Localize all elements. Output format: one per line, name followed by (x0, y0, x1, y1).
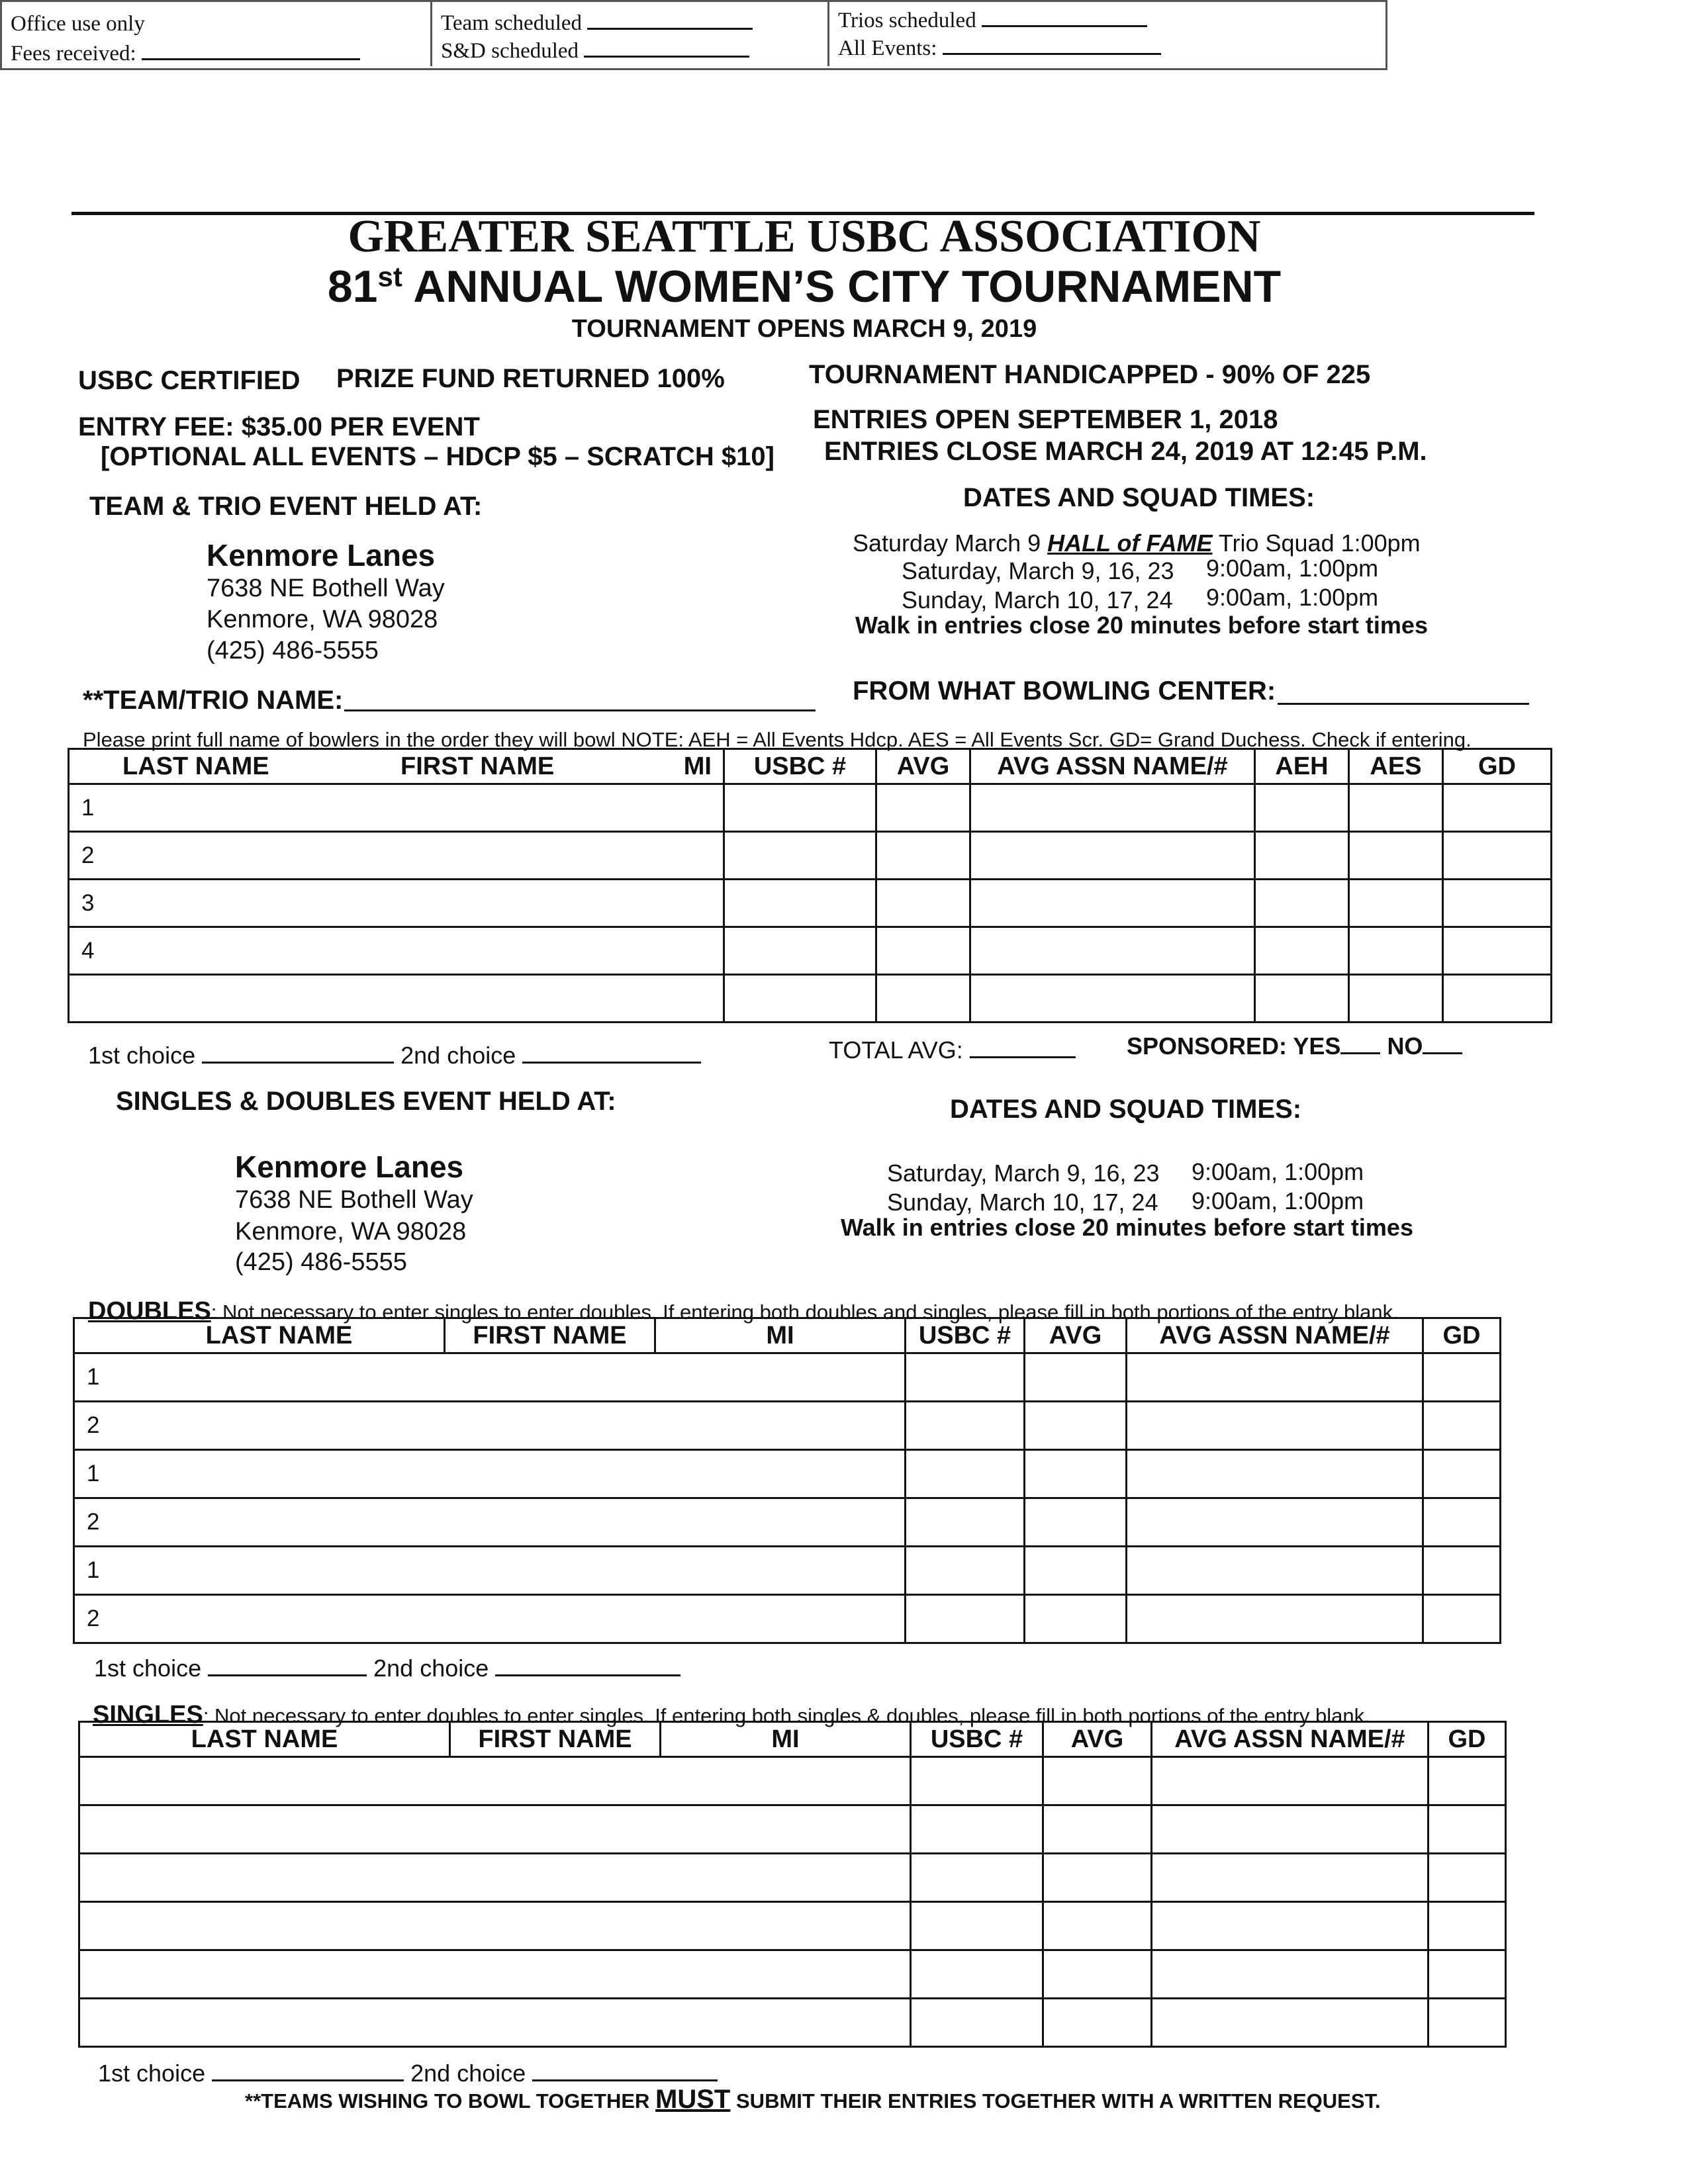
singles-first-choice-label: 1st choice (98, 2060, 206, 2087)
team-trio-held-at: TEAM & TRIO EVENT HELD AT: (89, 492, 483, 521)
prize-fund: PRIZE FUND RETURNED 100% (336, 364, 725, 393)
team-sat-days: Saturday, March 9, 16, 23 (902, 557, 1174, 584)
team-name-field[interactable] (344, 686, 816, 711)
sponsored-no-label: NO (1387, 1032, 1423, 1060)
fees-received-label: Fees received: (11, 42, 136, 66)
singles-col-first-name: FIRST NAME (450, 1722, 661, 1757)
sd-held-at: SINGLES & DOUBLES EVENT HELD AT: (116, 1087, 616, 1116)
hof-label: HALL of FAME (1047, 529, 1213, 557)
team-choice-line (88, 1042, 701, 1069)
sponsored-line (1127, 1032, 1462, 1060)
row-number: 2 (74, 1402, 906, 1450)
row-number (69, 975, 724, 1023)
sponsored-yes-field[interactable] (1340, 1032, 1380, 1054)
association-title: GREATER SEATTLE USBC ASSOCIATION (348, 211, 1261, 262)
team-col-aeh: AEH (1255, 749, 1349, 784)
team-col-gd: GD (1443, 749, 1552, 784)
entries-open: ENTRIES OPEN SEPTEMBER 1, 2018 (813, 405, 1278, 434)
office-use-box (0, 0, 1387, 70)
team-col-first-name: FIRST NAME (400, 752, 555, 780)
singles-first-choice-field[interactable] (212, 2060, 404, 2081)
singles-col-avg: AVG (1043, 1722, 1152, 1757)
sd-sun-days: Sunday, March 10, 17, 24 (887, 1189, 1158, 1216)
team-venue-address1: 7638 NE Bothell Way (207, 574, 445, 602)
all-events-label: All Events: (838, 36, 937, 60)
singles-note: : Not necessary to enter doubles to enter singles. If entering both singles & doubles, please fill in both portions of the entry blank. (203, 1704, 1370, 1727)
singles-second-choice-field[interactable] (532, 2060, 718, 2081)
usbc-certified: USBC CERTIFIED (78, 366, 301, 395)
team-col-aes: AES (1349, 749, 1443, 784)
hof-time: Trio Squad 1:00pm (1218, 529, 1421, 557)
bowling-center-label: FROM WHAT BOWLING CENTER: (853, 676, 1276, 705)
team-col-usbc: USBC # (724, 749, 876, 784)
tournament-title (0, 261, 1609, 312)
sd-walk-in-note: Walk in entries close 20 minutes before start times (841, 1214, 1413, 1241)
sd-venue-phone: (425) 486-5555 (235, 1248, 407, 1276)
singles-label: SINGLES (93, 1701, 203, 1729)
row-number: 1 (74, 1353, 906, 1402)
table-row[interactable] (79, 1805, 1506, 1854)
team-sat-times: 9:00am, 1:00pm (1206, 555, 1379, 582)
tournament-opens: TOURNAMENT OPENS MARCH 9, 2019 (571, 315, 1037, 343)
singles-second-choice-label: 2nd choice (410, 2060, 526, 2087)
sd-venue-address2: Kenmore, WA 98028 (235, 1218, 467, 1246)
doubles-second-choice-label: 2nd choice (373, 1655, 489, 1682)
team-col-mi: MI (683, 752, 712, 780)
fees-received-field[interactable] (142, 38, 360, 60)
team-venue-address2: Kenmore, WA 98028 (207, 606, 438, 633)
team-walk-in-note: Walk in entries close 20 minutes before start times (855, 612, 1428, 639)
table-row[interactable] (74, 1547, 1501, 1595)
team-col-avg: AVG (876, 749, 970, 784)
doubles-col-mi: MI (655, 1318, 906, 1353)
table-row[interactable] (79, 1854, 1506, 1902)
team-sun-days: Sunday, March 10, 17, 24 (902, 586, 1173, 614)
team-name-label: **TEAM/TRIO NAME: (83, 686, 344, 715)
singles-col-gd: GD (1429, 1722, 1506, 1757)
table-row[interactable] (69, 784, 1552, 832)
total-avg-line (829, 1036, 1076, 1064)
team-col-names (69, 749, 724, 784)
footer-prefix: **TEAMS WISHING TO BOWL TOGETHER (245, 2089, 650, 2113)
sponsored-yes-label: SPONSORED: YES (1127, 1032, 1341, 1060)
table-row[interactable] (69, 927, 1552, 975)
handicap-info: TOURNAMENT HANDICAPPED - 90% OF 225 (809, 360, 1371, 389)
total-avg-label: TOTAL AVG: (829, 1036, 963, 1064)
row-number: 3 (69, 880, 724, 927)
table-row[interactable] (79, 1757, 1506, 1805)
entry-fee: ENTRY FEE: $35.00 PER EVENT (78, 412, 480, 441)
sd-sun-times: 9:00am, 1:00pm (1192, 1187, 1364, 1214)
sd-dates-heading: DATES AND SQUAD TIMES: (950, 1095, 1302, 1124)
row-number: 2 (74, 1595, 906, 1643)
sd-venue-name: Kenmore Lanes (235, 1150, 464, 1184)
table-row[interactable] (74, 1450, 1501, 1498)
doubles-second-choice-field[interactable] (495, 1655, 680, 1676)
table-row[interactable] (69, 880, 1552, 927)
team-first-choice-field[interactable] (202, 1042, 394, 1064)
all-events-field[interactable] (943, 33, 1161, 55)
doubles-label: DOUBLES (88, 1297, 211, 1325)
singles-choice-line (98, 2060, 718, 2087)
team-first-choice-label: 1st choice (88, 1042, 196, 1069)
doubles-first-choice-label: 1st choice (94, 1655, 202, 1682)
sd-scheduled-label: S&D scheduled (441, 39, 579, 63)
doubles-col-last-name: LAST NAME (74, 1318, 445, 1353)
team-sun-times: 9:00am, 1:00pm (1206, 584, 1379, 611)
total-avg-field[interactable] (970, 1036, 1076, 1058)
footer-suffix: SUBMIT THEIR ENTRIES TOGETHER WITH A WRITTEN REQUEST. (736, 2089, 1381, 2113)
footer-note (245, 2085, 1381, 2115)
row-number: 2 (69, 832, 724, 880)
office-use-only-label: Office use only (11, 12, 145, 36)
row-number: 1 (74, 1547, 906, 1595)
hof-date: Saturday March 9 (853, 529, 1041, 557)
title-number: 81 (327, 261, 378, 312)
table-row[interactable] (74, 1402, 1501, 1450)
team-second-choice-field[interactable] (522, 1042, 701, 1064)
optional-all-events: [OPTIONAL ALL EVENTS – HDCP $5 – SCRATCH $10] (101, 442, 774, 471)
team-entry-table (68, 748, 1552, 1023)
doubles-col-avg: AVG (1025, 1318, 1127, 1353)
row-number: 1 (69, 784, 724, 832)
trios-scheduled-label: Trios scheduled (838, 9, 976, 32)
footer-must: MUST (655, 2085, 731, 2114)
table-row[interactable] (79, 1950, 1506, 1999)
table-row[interactable] (69, 975, 1552, 1023)
table-row[interactable] (74, 1498, 1501, 1547)
team-scheduled-label: Team scheduled (441, 11, 583, 35)
team-table-note: Please print full name of bowlers in the order they will bowl NOTE: AEH = All Events Hdcp. AES = All Events Scr. GD= Grand Duchess. Check if entering. (83, 728, 1472, 751)
title-superscript: st (377, 261, 402, 293)
bowling-center-field[interactable] (1278, 676, 1529, 705)
team-col-avg-assn: AVG ASSN NAME/# (970, 749, 1255, 784)
team-col-last-name: LAST NAME (122, 752, 269, 780)
team-venue-phone: (425) 486-5555 (207, 637, 379, 664)
title-text: ANNUAL WOMEN’S CITY TOURNAMENT (413, 261, 1282, 312)
doubles-col-avg-assn: AVG ASSN NAME/# (1127, 1318, 1423, 1353)
table-row[interactable] (74, 1595, 1501, 1643)
team-scheduled-field[interactable] (587, 8, 753, 30)
doubles-col-usbc: USBC # (906, 1318, 1025, 1353)
row-number: 2 (74, 1498, 906, 1547)
singles-col-avg-assn: AVG ASSN NAME/# (1152, 1722, 1429, 1757)
sd-venue-address1: 7638 NE Bothell Way (235, 1186, 473, 1214)
entries-close: ENTRIES CLOSE MARCH 24, 2019 AT 12:45 P.M. (824, 437, 1427, 466)
doubles-entry-table (73, 1317, 1501, 1644)
sponsored-no-field[interactable] (1423, 1032, 1462, 1054)
table-row[interactable] (74, 1353, 1501, 1402)
team-venue-name: Kenmore Lanes (207, 538, 436, 572)
team-dates-heading: DATES AND SQUAD TIMES: (963, 483, 1315, 512)
singles-entry-table (78, 1721, 1507, 2048)
table-row[interactable] (79, 1999, 1506, 2047)
team-second-choice-label: 2nd choice (400, 1042, 516, 1069)
hof-squad-line (853, 529, 1421, 557)
doubles-first-choice-field[interactable] (208, 1655, 367, 1676)
sd-scheduled-field[interactable] (584, 36, 749, 58)
singles-col-usbc: USBC # (911, 1722, 1043, 1757)
trios-scheduled-field[interactable] (982, 5, 1147, 27)
sd-sat-days: Saturday, March 9, 16, 23 (887, 1160, 1160, 1187)
row-number: 4 (69, 927, 724, 975)
table-row[interactable] (69, 832, 1552, 880)
row-number: 1 (74, 1450, 906, 1498)
doubles-col-gd: GD (1423, 1318, 1501, 1353)
sd-sat-times: 9:00am, 1:00pm (1192, 1158, 1364, 1185)
table-row[interactable] (79, 1902, 1506, 1950)
doubles-choice-line (94, 1655, 680, 1682)
doubles-col-first-name: FIRST NAME (445, 1318, 655, 1353)
singles-col-mi: MI (661, 1722, 911, 1757)
doubles-note: : Not necessary to enter singles to enter doubles. If entering both doubles and singles, please fill in both portions of the entry blank. (211, 1300, 1399, 1324)
singles-col-last-name: LAST NAME (79, 1722, 450, 1757)
